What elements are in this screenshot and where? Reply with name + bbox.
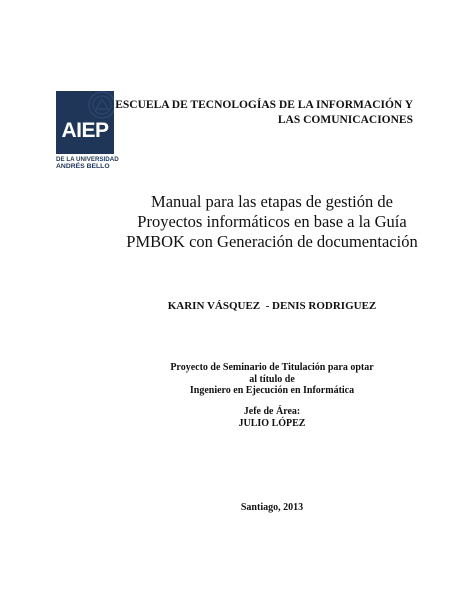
logo-brand-text: AIEP [61, 119, 109, 142]
logo-emblem [56, 91, 114, 154]
project-line-2: al título de [249, 373, 295, 385]
supervisor-block [100, 406, 444, 429]
document-title [100, 192, 444, 252]
school-heading [113, 98, 413, 128]
project-line-3: Ingeniero en Ejecución en Informática [189, 385, 355, 396]
aiep-logo [56, 91, 119, 170]
project-line-1: Proyecto de Seminario de Titulación para optar [170, 362, 374, 373]
title-line-1: Manual para las etapas de gestión de [151, 192, 393, 211]
title-line-2: Proyectos informáticos en base a la Guía [137, 212, 407, 231]
title-line-3: PMBOK con Generación de documentación [126, 232, 418, 251]
supervisor-name: JULIO LÓPEZ [238, 417, 306, 429]
authors: KARIN VÁSQUEZ - DENIS RODRIGUEZ [167, 300, 377, 312]
place-date: Santiago, 2013 [240, 502, 304, 513]
school-line-2: LAS COMUNICACIONES [277, 114, 413, 126]
school-line-1: ESCUELA DE TECNOLOGÍAS DE LA INFORMACIÓN Y [115, 99, 413, 111]
logo-subtitle-2: ANDRÉS BELLO [56, 163, 110, 170]
supervisor-role: Jefe de Área: [243, 406, 301, 417]
project-description [100, 362, 444, 397]
logo-subtitle-1: DE LA UNIVERSIDAD [56, 156, 119, 163]
